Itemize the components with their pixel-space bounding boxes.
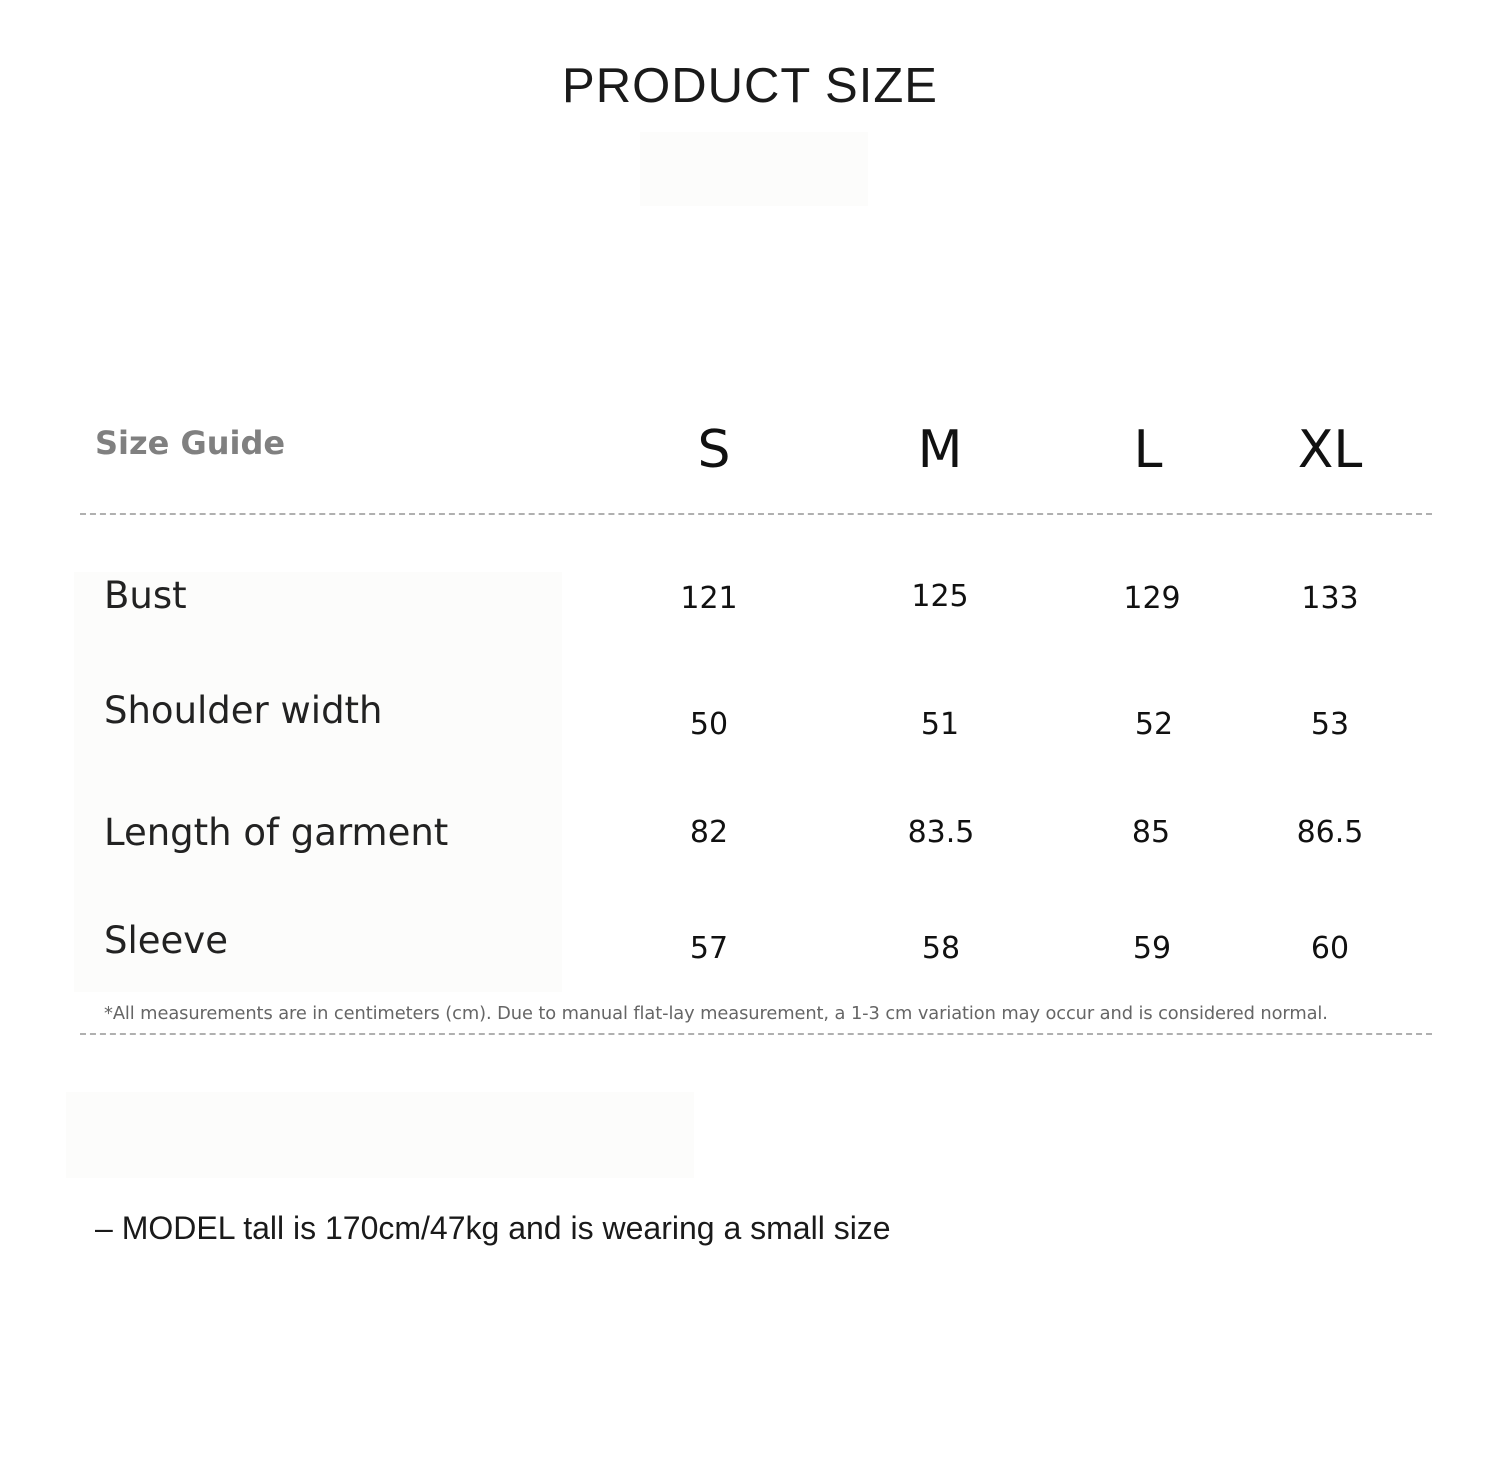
table-cell: 58 xyxy=(921,931,961,966)
table-cell: 60 xyxy=(1310,931,1350,966)
size-guide-label: Size Guide xyxy=(95,424,286,462)
table-cell: 53 xyxy=(1310,707,1350,742)
row-label-shoulder-width: Shoulder width xyxy=(104,689,383,732)
size-header-xl: XL xyxy=(1297,420,1363,480)
table-cell: 83.5 xyxy=(907,815,975,850)
title-underlay xyxy=(640,132,868,206)
header-divider xyxy=(80,513,1432,515)
table-cell: 82 xyxy=(689,815,729,850)
model-note: – MODEL tall is 170cm/47kg and is wearing a small size xyxy=(95,1210,891,1246)
table-cell: 51 xyxy=(920,707,960,742)
measurement-footnote: *All measurements are in centimeters (cm). Due to manual flat-lay measurement, a 1-3 cm variation may occur and is considered normal. xyxy=(104,1003,1328,1024)
table-cell: 57 xyxy=(689,931,729,966)
table-cell: 85 xyxy=(1131,815,1171,850)
row-label-length-of-garment: Length of garment xyxy=(104,811,449,854)
table-cell: 129 xyxy=(1123,581,1181,616)
row-label-sleeve: Sleeve xyxy=(104,919,228,962)
table-cell: 125 xyxy=(911,579,969,614)
size-header-m: M xyxy=(917,420,963,480)
size-header-s: S xyxy=(697,420,731,480)
footer-divider xyxy=(80,1033,1432,1035)
page-title: PRODUCT SIZE xyxy=(562,59,938,113)
table-cell: 86.5 xyxy=(1296,815,1364,850)
table-cell: 59 xyxy=(1132,931,1172,966)
row-label-bust: Bust xyxy=(104,574,187,617)
table-cell: 52 xyxy=(1134,707,1174,742)
table-cell: 50 xyxy=(689,707,729,742)
table-cell: 121 xyxy=(680,581,738,616)
size-header-l: L xyxy=(1133,420,1163,480)
blank-panel xyxy=(66,1092,694,1178)
table-cell: 133 xyxy=(1301,581,1359,616)
